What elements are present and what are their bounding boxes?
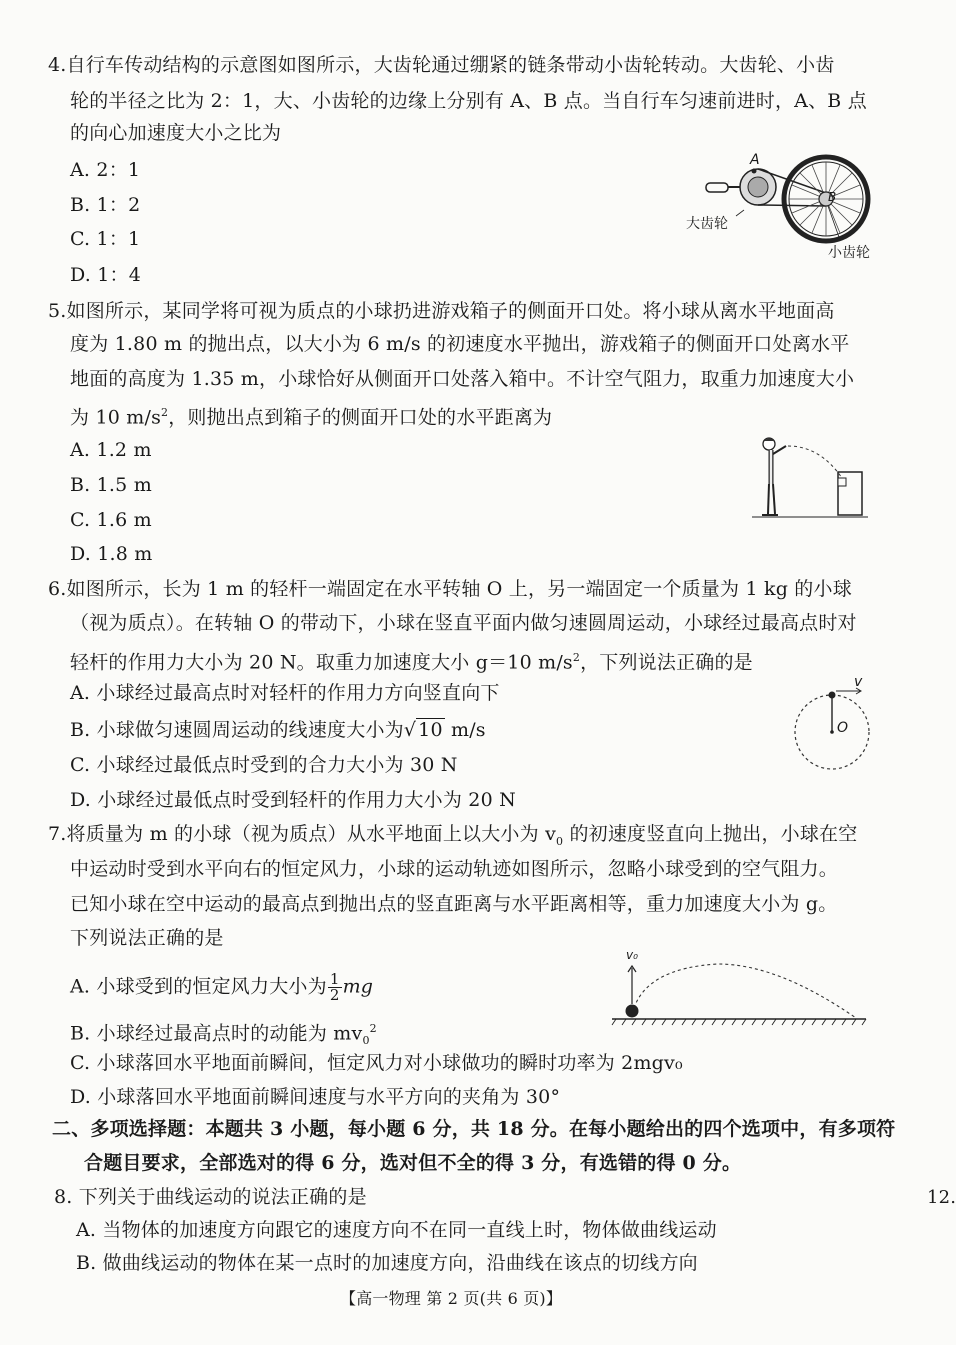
sqrt-symbol: √ 10 (403, 719, 443, 741)
q6-stem-line-3-post: ，下列说法正确的是 (580, 651, 753, 674)
q7-stem-line-1-pre: 7.将质量为 m 的小球（视为质点）从水平地面上以大小为 v (48, 823, 556, 845)
q7-stem-line-1-sub: 0 (556, 834, 564, 848)
q7-stem-line-4: 下列说法正确的是 (70, 927, 224, 949)
bicycle-gear-figure (686, 150, 890, 265)
label-axis-o: O (837, 720, 849, 736)
q6-stem-line-2: （视为质点）。在转轴 O 的带动下，小球在竖直平面内做匀速圆周运动，小球经过最高点时对 (70, 612, 857, 634)
q6-stem-line-1: 6.如图所示，长为 1 m 的轻杆一端固定在水平转轴 O 上，另一端固定一个质量为 1 kg 的小球 (48, 578, 852, 600)
label-point-a: A (750, 152, 760, 168)
q8-option-b: B. 做曲线运动的物体在某一点时的加速度方向，沿曲线在该点的切线方向 (76, 1252, 698, 1274)
q5-stem-line-2: 度为 1.80 m 的抛出点，以大小为 6 m/s 的初速度水平抛出，游戏箱子的侧面开口处离水平 (70, 333, 850, 355)
q6-option-b-post: m/s (444, 719, 486, 741)
q6-option-a: A. 小球经过最高点时对轻杆的作用力方向竖直向下 (70, 682, 500, 704)
q7-stem-line-3: 已知小球在空中运动的最高点到抛出点的竖直距离与水平距离相等，重力加速度大小为 g。 (70, 893, 838, 915)
section2-heading-line-2: 合题目要求，全部选对的得 6 分，选对但不全的得 3 分，有选错的得 0 分。 (84, 1152, 742, 1174)
label-small-gear: 小齿轮 (828, 245, 870, 261)
q7-stem-line-1 (48, 821, 857, 855)
q4-option-d: D. 1：4 (70, 264, 142, 286)
q5-stem-line-1: 5.如图所示，某同学将可视为质点的小球扔进游戏箱子的侧面开口处。将小球从离水平地面高 (48, 300, 835, 322)
q7-stem-line-2: 中运动时受到水平向右的恒定风力，小球的运动轨迹如图所示，忽略小球受到的空气阻力。 (70, 858, 839, 880)
q6-option-d: D. 小球经过最低点时受到轻杆的作用力大小为 20 N (70, 789, 516, 811)
margin-question-number: 12. (927, 1187, 956, 1208)
q6-option-c: C. 小球经过最低点时受到的合力大小为 30 N (70, 754, 458, 776)
q7-option-a-pre: A. 小球受到的恒定风力大小为 (70, 975, 327, 998)
fraction-numerator: 1 (329, 970, 340, 988)
q7-option-b (70, 1016, 377, 1054)
q7-option-b-sub: 0 (362, 1034, 370, 1048)
fraction-denominator: 2 (329, 986, 340, 1004)
q7-option-b-pre: B. 小球经过最高点时的动能为 mv (70, 1022, 363, 1045)
q4-stem-line-1: 4.自行车传动结构的示意图如图所示，大齿轮通过绷紧的链条带动小齿轮转动。大齿轮、小齿 (48, 54, 835, 76)
q5-option-a: A. 1.2 m (70, 439, 152, 461)
q6-stem-line-3 (70, 645, 753, 675)
q4-option-b: B. 1：2 (70, 194, 141, 216)
q5-stem-line-4-post: ，则抛出点到箱子的侧面开口处的水平距离为 (168, 406, 553, 429)
q7-option-b-sup: 2 (369, 1022, 377, 1035)
label-big-gear: 大齿轮 (686, 216, 728, 232)
q6-option-b-pre: B. 小球做匀速圆周运动的线速度大小为 (70, 719, 404, 741)
q7-stem-line-1-post: 的初速度竖直向上抛出，小球在空 (563, 823, 858, 845)
sqrt-radicand: 10 (418, 719, 443, 741)
label-initial-velocity: v₀ (626, 948, 638, 962)
section2-heading-line-1: 二、多项选择题：本题共 3 小题，每小题 6 分，共 18 分。在每小题给出的四个选项中，有多项符 (52, 1118, 896, 1140)
q7-option-a-post: mg (342, 975, 374, 998)
label-point-b: B (828, 190, 837, 204)
page-footer: 【高一物理 第 2 页(共 6 页)】 (340, 1289, 563, 1308)
vertical-circle-figure (790, 674, 880, 782)
q7-option-c: C. 小球落回水平地面前瞬间，恒定风力对小球做功的瞬时功率为 2mgv₀ (70, 1052, 683, 1074)
q4-option-c: C. 1：1 (70, 228, 141, 250)
q5-stem-line-3: 地面的高度为 1.35 m，小球恰好从侧面开口处落入箱中。不计空气阻力，取重力加速度大小 (70, 368, 855, 390)
q5-option-b: B. 1.5 m (70, 474, 152, 496)
throw-into-box-figure (750, 436, 870, 522)
q5-stem-line-4 (70, 400, 552, 430)
q7-option-a (70, 972, 373, 1003)
q6-option-b (70, 717, 486, 743)
q6-stem-line-3-sup: 2 (572, 651, 581, 664)
q4-stem-line-3: 的向心加速度大小之比为 (70, 122, 282, 144)
q5-option-c: C. 1.6 m (70, 509, 152, 531)
q8-option-a: A. 当物体的加速度方向跟它的速度方向不在同一直线上时，物体做曲线运动 (76, 1219, 717, 1241)
wind-projectile-figure (608, 948, 870, 1028)
q7-option-d: D. 小球落回水平地面前瞬间速度与水平方向的夹角为 30° (70, 1086, 561, 1108)
q4-stem-line-2: 轮的半径之比为 2：1，大、小齿轮的边缘上分别有 A、B 点。当自行车匀速前进时，A、B 点 (70, 90, 867, 112)
q5-stem-line-4-pre: 为 10 m/s (70, 406, 162, 429)
label-velocity: v (854, 674, 863, 690)
q5-stem-line-4-sup: 2 (161, 406, 169, 419)
q5-option-d: D. 1.8 m (70, 543, 153, 565)
fraction (328, 972, 342, 1003)
q4-option-a: A. 2：1 (70, 159, 141, 181)
q6-stem-line-3-pre: 轻杆的作用力大小为 20 N。取重力加速度大小 g＝10 m/s (70, 651, 573, 674)
q8-stem: 8. 下列关于曲线运动的说法正确的是 (54, 1186, 367, 1208)
